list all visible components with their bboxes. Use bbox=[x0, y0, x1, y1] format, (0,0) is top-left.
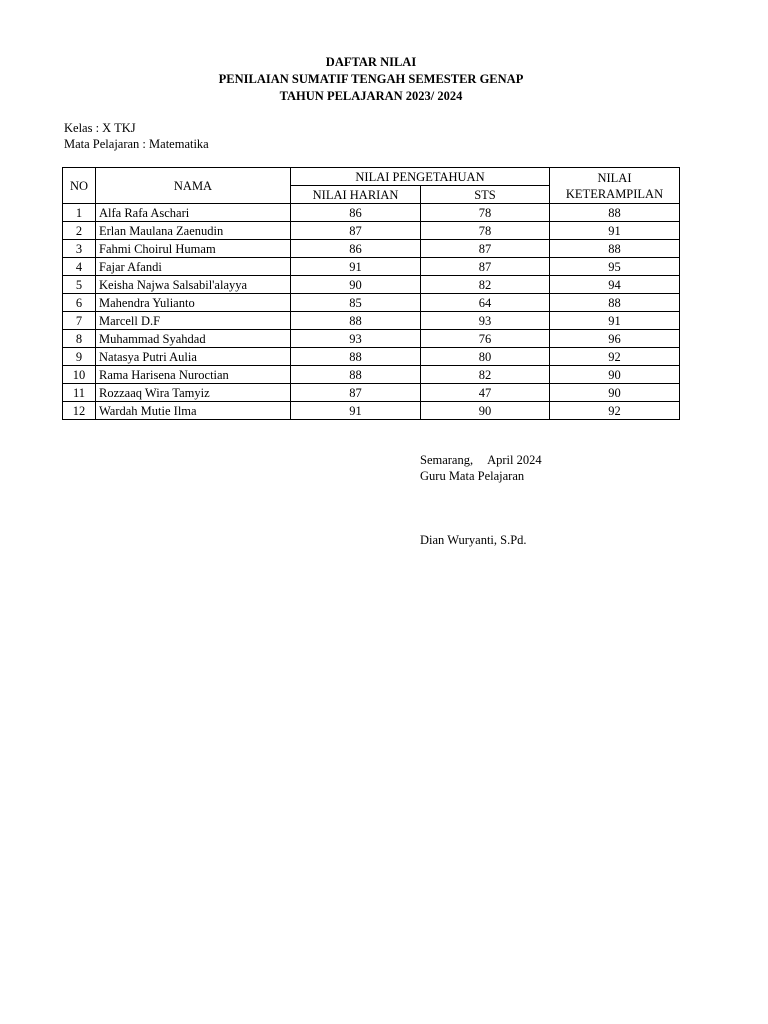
cell-nama: Erlan Maulana Zaenudin bbox=[96, 222, 291, 240]
cell-no: 8 bbox=[63, 330, 96, 348]
signature-date: April 2024 bbox=[487, 453, 542, 467]
cell-nilai-harian: 93 bbox=[291, 330, 421, 348]
cell-nilai-harian: 91 bbox=[291, 402, 421, 420]
cell-no: 6 bbox=[63, 294, 96, 312]
cell-no: 10 bbox=[63, 366, 96, 384]
cell-keterampilan: 88 bbox=[550, 204, 680, 222]
cell-nilai-harian: 88 bbox=[291, 366, 421, 384]
cell-sts: 47 bbox=[421, 384, 550, 402]
cell-keterampilan: 92 bbox=[550, 348, 680, 366]
cell-no: 9 bbox=[63, 348, 96, 366]
grades-body bbox=[63, 204, 680, 420]
cell-no: 12 bbox=[63, 402, 96, 420]
cell-nama: Fahmi Choirul Humam bbox=[96, 240, 291, 258]
header-nilai-keterampilan bbox=[550, 168, 680, 204]
cell-nilai-harian: 86 bbox=[291, 240, 421, 258]
subject-label: Mata Pelajaran : Matematika bbox=[64, 137, 209, 151]
cell-nama: Alfa Rafa Aschari bbox=[96, 204, 291, 222]
cell-sts: 76 bbox=[421, 330, 550, 348]
cell-nilai-harian: 87 bbox=[291, 222, 421, 240]
cell-keterampilan: 94 bbox=[550, 276, 680, 294]
header-nilai-harian: NILAI HARIAN bbox=[291, 186, 421, 204]
cell-keterampilan: 90 bbox=[550, 384, 680, 402]
cell-sts: 90 bbox=[421, 402, 550, 420]
cell-keterampilan: 96 bbox=[550, 330, 680, 348]
cell-keterampilan: 90 bbox=[550, 366, 680, 384]
cell-nilai-harian: 91 bbox=[291, 258, 421, 276]
cell-sts: 78 bbox=[421, 204, 550, 222]
cell-sts: 82 bbox=[421, 276, 550, 294]
cell-keterampilan: 92 bbox=[550, 402, 680, 420]
header-nama: NAMA bbox=[96, 168, 291, 204]
table-row bbox=[63, 258, 680, 276]
header-sts: STS bbox=[421, 186, 550, 204]
table-row bbox=[63, 348, 680, 366]
cell-nilai-harian: 88 bbox=[291, 348, 421, 366]
cell-sts: 80 bbox=[421, 348, 550, 366]
cell-no: 11 bbox=[63, 384, 96, 402]
table-row bbox=[63, 204, 680, 222]
cell-nama: Rozzaaq Wira Tamyiz bbox=[96, 384, 291, 402]
header-keterampilan-line1: NILAI bbox=[597, 170, 632, 185]
table-row bbox=[63, 222, 680, 240]
cell-no: 4 bbox=[63, 258, 96, 276]
cell-no: 3 bbox=[63, 240, 96, 258]
table-row bbox=[63, 294, 680, 312]
cell-nama: Keisha Najwa Salsabil'alayya bbox=[96, 276, 291, 294]
table-row bbox=[63, 384, 680, 402]
cell-nama: Fajar Afandi bbox=[96, 258, 291, 276]
cell-sts: 82 bbox=[421, 366, 550, 384]
signature-place-date bbox=[420, 452, 542, 468]
cell-nilai-harian: 86 bbox=[291, 204, 421, 222]
cell-sts: 87 bbox=[421, 258, 550, 276]
signature-place: Semarang, bbox=[420, 453, 474, 467]
cell-nama: Rama Harisena Nuroctian bbox=[96, 366, 291, 384]
grades-table bbox=[62, 167, 680, 420]
cell-keterampilan: 91 bbox=[550, 312, 680, 330]
cell-nilai-harian: 90 bbox=[291, 276, 421, 294]
document-title: DAFTAR NILAI bbox=[325, 55, 417, 69]
cell-nama: Wardah Mutie Ilma bbox=[96, 402, 291, 420]
cell-nama: Muhammad Syahdad bbox=[96, 330, 291, 348]
table-row bbox=[63, 402, 680, 420]
cell-keterampilan: 88 bbox=[550, 240, 680, 258]
class-label: Kelas : X TKJ bbox=[64, 121, 136, 135]
academic-year: TAHUN PELAJARAN 2023/ 2024 bbox=[279, 89, 463, 103]
signature-role: Guru Mata Pelajaran bbox=[420, 469, 525, 483]
document-subtitle: PENILAIAN SUMATIF TENGAH SEMESTER GENAP bbox=[218, 72, 524, 86]
cell-no: 7 bbox=[63, 312, 96, 330]
table-row bbox=[63, 276, 680, 294]
cell-keterampilan: 88 bbox=[550, 294, 680, 312]
table-row bbox=[63, 240, 680, 258]
header-keterampilan-line2: KETERAMPILAN bbox=[565, 186, 664, 201]
cell-keterampilan: 95 bbox=[550, 258, 680, 276]
table-row bbox=[63, 330, 680, 348]
header-no: NO bbox=[63, 168, 96, 204]
cell-nama: Natasya Putri Aulia bbox=[96, 348, 291, 366]
cell-nilai-harian: 87 bbox=[291, 384, 421, 402]
table-row bbox=[63, 312, 680, 330]
cell-sts: 64 bbox=[421, 294, 550, 312]
cell-sts: 93 bbox=[421, 312, 550, 330]
header-nilai-pengetahuan: NILAI PENGETAHUAN bbox=[291, 168, 550, 186]
cell-no: 5 bbox=[63, 276, 96, 294]
cell-nama: Mahendra Yulianto bbox=[96, 294, 291, 312]
cell-nilai-harian: 88 bbox=[291, 312, 421, 330]
cell-keterampilan: 91 bbox=[550, 222, 680, 240]
cell-sts: 78 bbox=[421, 222, 550, 240]
cell-nilai-harian: 85 bbox=[291, 294, 421, 312]
signature-name: Dian Wuryanti, S.Pd. bbox=[420, 533, 527, 547]
cell-no: 2 bbox=[63, 222, 96, 240]
cell-no: 1 bbox=[63, 204, 96, 222]
cell-sts: 87 bbox=[421, 240, 550, 258]
cell-nama: Marcell D.F bbox=[96, 312, 291, 330]
table-row bbox=[63, 366, 680, 384]
